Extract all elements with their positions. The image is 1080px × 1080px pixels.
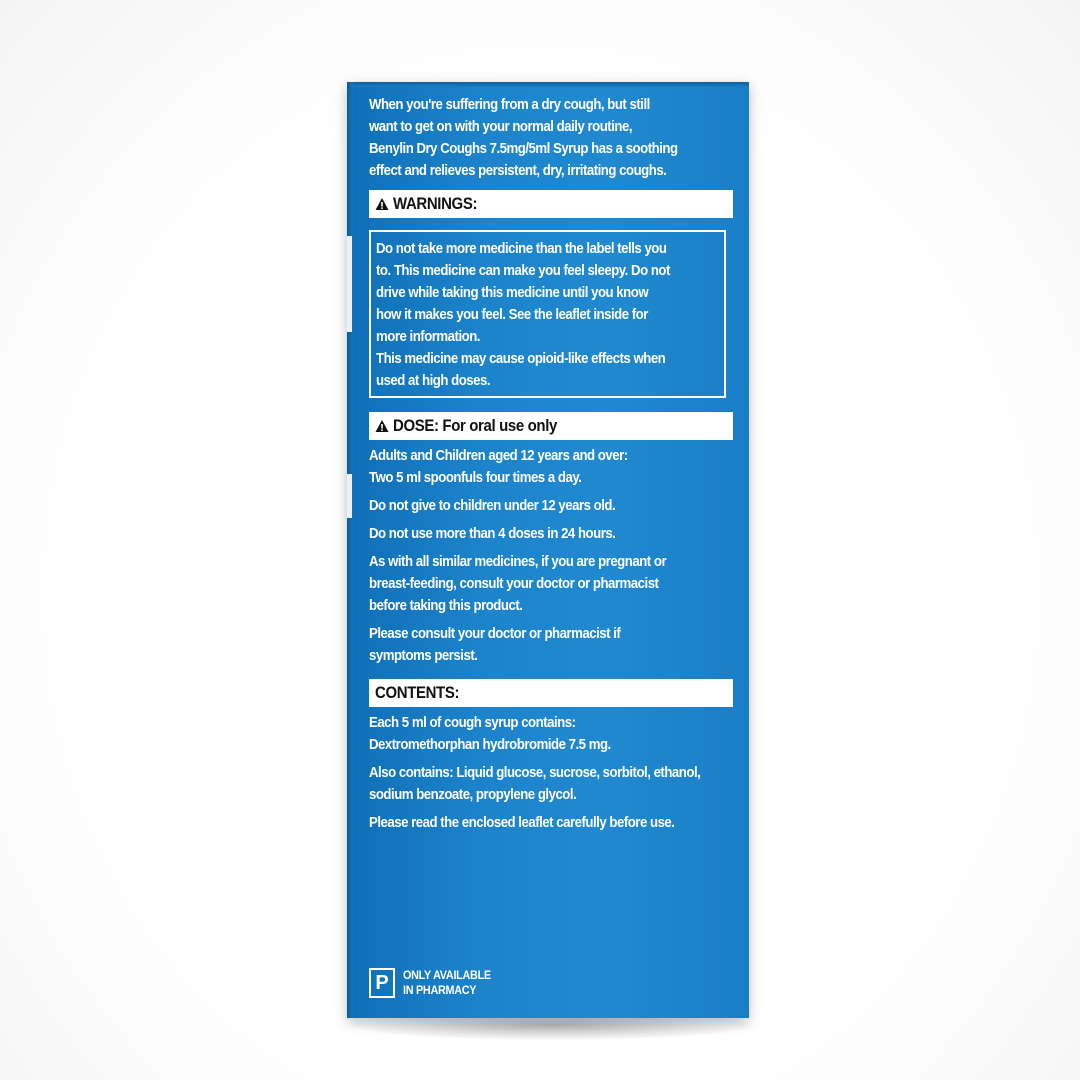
dose-paragraph: As with all similar medicines, if you are pregnant or breast-feeding, consult your doctor or pharmacist before taking this product.: [369, 553, 667, 614]
dose-paragraph: Do not use more than 4 doses in 24 hours.: [369, 525, 616, 542]
box-edge-notch: [347, 236, 352, 332]
box-text-panel: [369, 94, 733, 834]
warnings-heading: WARNINGS:: [393, 194, 478, 213]
dose-header: [369, 412, 733, 440]
box-left-edge: [347, 82, 353, 1018]
warnings-header: [369, 190, 733, 218]
warning-triangle-icon: [375, 419, 389, 433]
contents-heading: CONTENTS:: [375, 683, 460, 702]
dose-paragraph: Do not give to children under 12 years old.: [369, 497, 616, 514]
intro-text: When you're suffering from a dry cough, but still want to get on with your normal daily routine, Benylin Dry Coughs 7.5mg/5ml Syrup has a soothing effect and relieves persistent, dry, irritating coughs.: [369, 96, 678, 179]
contents-header: [369, 679, 733, 707]
box-top-edge: [347, 82, 749, 87]
medicine-box-back: [347, 82, 749, 1018]
box-edge-notch: [347, 474, 352, 518]
dose-paragraph: Please consult your doctor or pharmacist if symptoms persist.: [369, 625, 621, 664]
contents-paragraph: Also contains: Liquid glucose, sucrose, sorbitol, ethanol, sodium benzoate, propylene glycol.: [369, 764, 701, 803]
contents-paragraph: Please read the enclosed leaflet carefully before use.: [369, 814, 675, 831]
pharmacy-p-icon: P: [369, 968, 395, 998]
contents-paragraph: Each 5 ml of cough syrup contains: Dextromethorphan hydrobromide 7.5 mg.: [369, 714, 611, 753]
dose-heading: DOSE: For oral use only: [393, 416, 557, 435]
warning-triangle-icon: [375, 197, 389, 211]
warnings-text: Do not take more medicine than the label tells you to. This medicine can make you feel sleepy. Do not drive while taking this medicine until you know how it makes you feel. See the leaflet inside for more information. This medicine may cause opioid-like effects when used at high doses.: [376, 240, 670, 389]
pharmacy-text: ONLY AVAILABLE IN PHARMACY: [403, 968, 491, 997]
pharmacy-only-badge: [369, 968, 501, 998]
dose-paragraph: Adults and Children aged 12 years and over: Two 5 ml spoonfuls four times a day.: [369, 447, 628, 486]
warnings-box: [369, 230, 726, 398]
